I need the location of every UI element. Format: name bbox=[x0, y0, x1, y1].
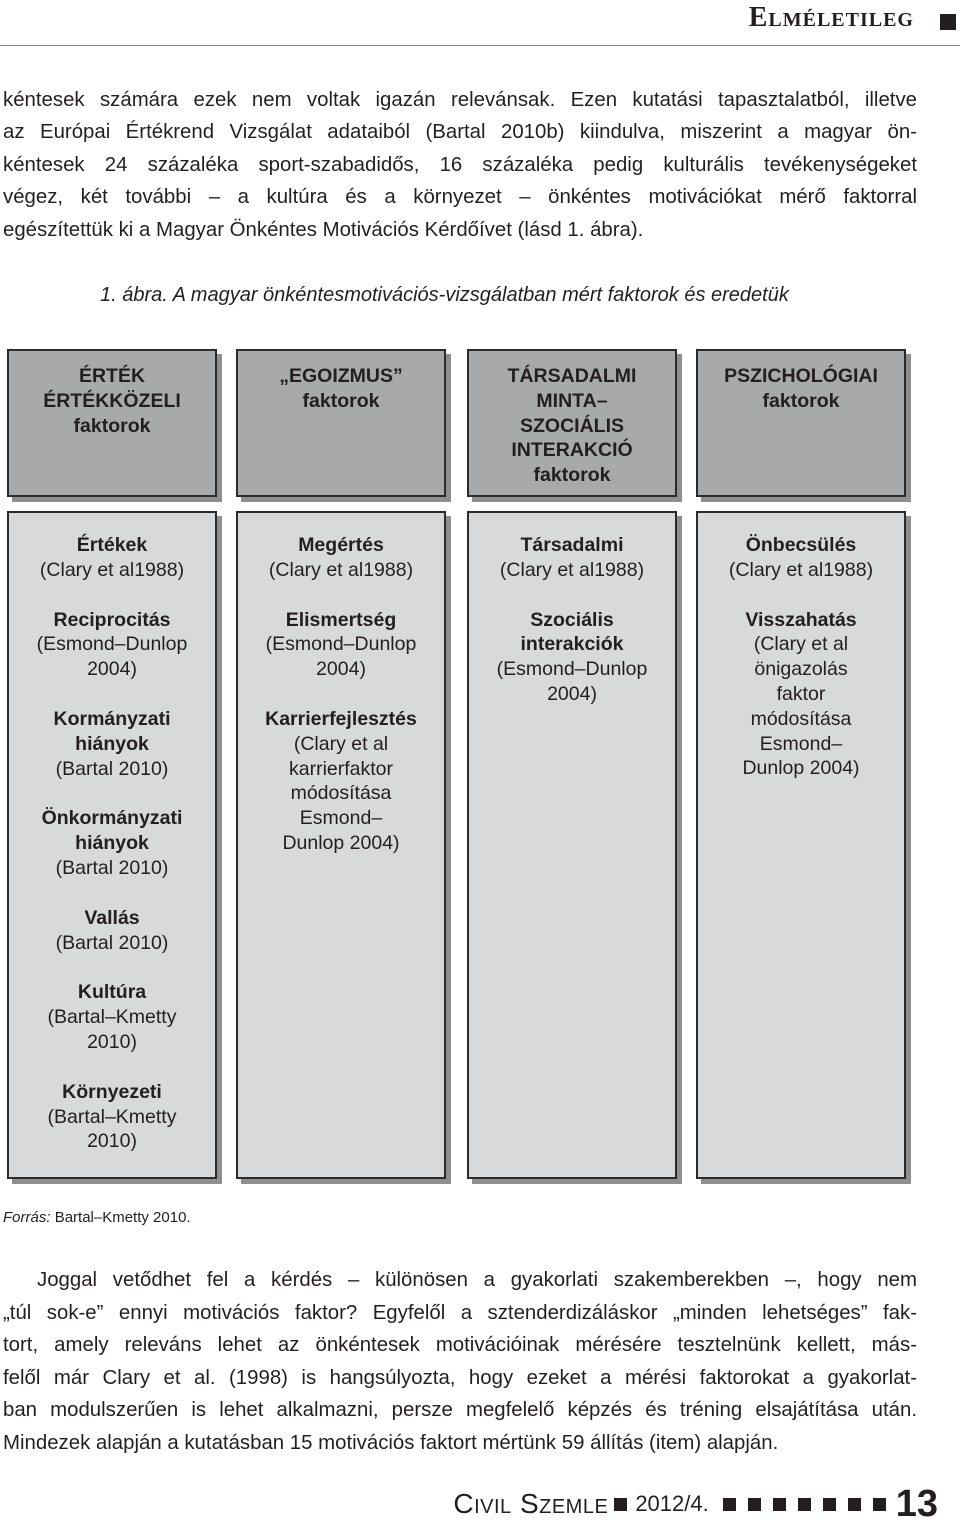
square-icon bbox=[748, 1498, 761, 1511]
square-icon bbox=[614, 1498, 627, 1511]
factor-item bbox=[238, 608, 444, 682]
text-line: egészítettük ki a Magyar Önkéntes Motivációs Kérdőívet (lásd 1. ábra). bbox=[3, 218, 644, 241]
figure-source bbox=[3, 1209, 191, 1226]
text-line: tort, amely releváns lehet az önkéntesek motivációinak mérésére tesztelnünk kellett, más- bbox=[3, 1334, 917, 1357]
header-line: TÁRSADALMI bbox=[507, 365, 637, 387]
header-line: PSZICHOLÓGIAI bbox=[724, 365, 878, 387]
header-divider bbox=[0, 45, 960, 46]
intro-paragraph bbox=[3, 84, 917, 246]
header-line: INTERAKCIÓ bbox=[511, 439, 633, 462]
factor-title: Értékek bbox=[76, 534, 148, 556]
text-line: Mindezek alapján a kutatásban 15 motivációs faktort mértünk 59 állítás (item) alapján. bbox=[3, 1431, 779, 1454]
factor-source: (Bartal–Kmetty 2010) bbox=[47, 1105, 177, 1153]
page-number: 13 bbox=[895, 1482, 938, 1525]
factor-item bbox=[238, 533, 444, 583]
factor-title: Karrierfejlesztés bbox=[265, 707, 417, 730]
text-line: ban modulszerűen is lehet alkalmazni, persze megfelelő képzés és tréning elsajátítása után. bbox=[3, 1399, 917, 1422]
factor-source: (Clary et al1988) bbox=[499, 558, 645, 581]
figure-caption: 1. ábra. A magyar önkéntesmotivációs-vizsgálatban mért faktorok és eredetük bbox=[100, 284, 789, 306]
header-line: ÉRTÉK bbox=[78, 365, 146, 387]
factor-title: Vallás bbox=[84, 906, 140, 929]
factor-item bbox=[698, 533, 904, 583]
header-line: ÉRTÉKKÖZELI bbox=[43, 389, 181, 412]
factor-title: Önbecsülés bbox=[745, 534, 857, 556]
header-line: faktorok bbox=[533, 464, 611, 487]
factor-box-psychological bbox=[696, 511, 906, 1179]
body-paragraph bbox=[3, 1264, 917, 1460]
factor-source: (Esmond–Dunlop 2004) bbox=[36, 633, 188, 681]
factor-title: Megértés bbox=[298, 534, 384, 556]
factor-title: Önkormányzati hiányok bbox=[41, 807, 183, 855]
factor-item bbox=[469, 608, 675, 707]
source-text: Bartal–Kmetty 2010. bbox=[54, 1209, 191, 1226]
factor-item bbox=[9, 980, 215, 1054]
factor-item bbox=[9, 1080, 215, 1154]
factor-box-egoism bbox=[236, 511, 446, 1179]
journal-name: Civil Szemle bbox=[453, 1488, 609, 1519]
header-line: faktorok bbox=[73, 414, 151, 437]
factor-source: (Esmond–Dunlop 2004) bbox=[496, 658, 648, 705]
text-line: kéntesek 24 százaléka sport-szabadidős, 16 százaléka pedig kulturális tevékenységeket bbox=[3, 153, 917, 176]
source-label: Forrás: bbox=[3, 1209, 51, 1226]
header-line: SZOCIÁLIS bbox=[519, 414, 624, 437]
factor-source: (Clary et al1988) bbox=[268, 558, 414, 581]
header-box-psychological bbox=[696, 349, 906, 497]
text-line: felől már Clary et al. (1998) is hangsúlyozta, hogy ezeket a mérési faktorokat a gyakorlat- bbox=[3, 1366, 917, 1389]
text-line: kéntesek számára ezek nem voltak igazán relevánsak. Ezen kutatási tapasztalatból, illetve bbox=[3, 89, 917, 111]
factor-source: (Clary et al1988) bbox=[728, 558, 874, 581]
factor-item bbox=[9, 533, 215, 583]
header-box-egoism bbox=[236, 349, 446, 497]
square-icon bbox=[848, 1498, 861, 1511]
text-line: Joggal vetődhet fel a kérdés – különösen a gyakorlati szakemberekben –, hogy nem bbox=[37, 1269, 917, 1291]
factor-source: (Bartal 2010) bbox=[55, 856, 169, 879]
issue-number: 2012/4. bbox=[635, 1491, 709, 1516]
header-line: faktorok bbox=[762, 389, 840, 412]
factor-box-value bbox=[7, 511, 217, 1179]
factor-title: Kultúra bbox=[77, 981, 147, 1004]
header-box-value bbox=[7, 349, 217, 497]
factor-title: Társadalmi bbox=[520, 534, 624, 556]
text-line: végez, két további – a kultúra és a környezet – önkéntes motivációkat mérő faktorral bbox=[3, 186, 917, 209]
factor-item bbox=[9, 806, 215, 880]
factor-title: Reciprocitás bbox=[53, 608, 171, 631]
text-line: az Európai Értékrend Vizsgálat adataiból (Bartal 2010b) kiindulva, miszerint a magyar ön- bbox=[3, 121, 917, 144]
factor-title: Kormányzati hiányok bbox=[53, 707, 171, 755]
factor-title: Elismertség bbox=[285, 608, 397, 631]
factor-source: (Bartal 2010) bbox=[55, 757, 169, 780]
header-line: faktorok bbox=[302, 389, 380, 412]
header-box-social bbox=[467, 349, 677, 497]
factor-source: (Clary et al karrierfaktor módosítása Esmond–Dunlop 2004) bbox=[282, 732, 400, 854]
page-footer bbox=[453, 1484, 938, 1524]
factor-source: (Bartal 2010) bbox=[55, 931, 169, 954]
factor-item bbox=[469, 533, 675, 583]
factor-title: Környezeti bbox=[62, 1080, 162, 1103]
square-icon bbox=[798, 1498, 811, 1511]
factor-title: Szociális interakciók bbox=[520, 608, 624, 656]
section-title: Elméletileg bbox=[748, 2, 914, 33]
factor-box-social bbox=[467, 511, 677, 1179]
factor-item bbox=[698, 608, 904, 782]
factor-source: (Bartal–Kmetty 2010) bbox=[47, 1006, 177, 1053]
square-icon bbox=[773, 1498, 786, 1511]
square-icon bbox=[723, 1498, 736, 1511]
square-icon bbox=[823, 1498, 836, 1511]
factor-title: Visszahatás bbox=[745, 608, 857, 631]
header-square-icon bbox=[940, 14, 956, 30]
header-line: „EGOIZMUS” bbox=[279, 365, 403, 387]
square-icon bbox=[873, 1498, 886, 1511]
factor-item bbox=[9, 906, 215, 956]
factor-item bbox=[9, 707, 215, 781]
factor-source: (Esmond–Dunlop 2004) bbox=[265, 633, 417, 681]
factor-source: (Clary et al önigazolás faktor módosítása Esmond–Dunlop 2004) bbox=[742, 633, 860, 780]
factor-source: (Clary et al1988) bbox=[39, 558, 185, 581]
factor-item bbox=[9, 608, 215, 682]
text-line: „túl sok-e” ennyi motivációs faktor? Egyfelől a sztenderdizáláskor „minden lehetséges” fak- bbox=[3, 1301, 917, 1324]
factor-item bbox=[238, 707, 444, 856]
header-line: MINTA– bbox=[536, 389, 608, 412]
